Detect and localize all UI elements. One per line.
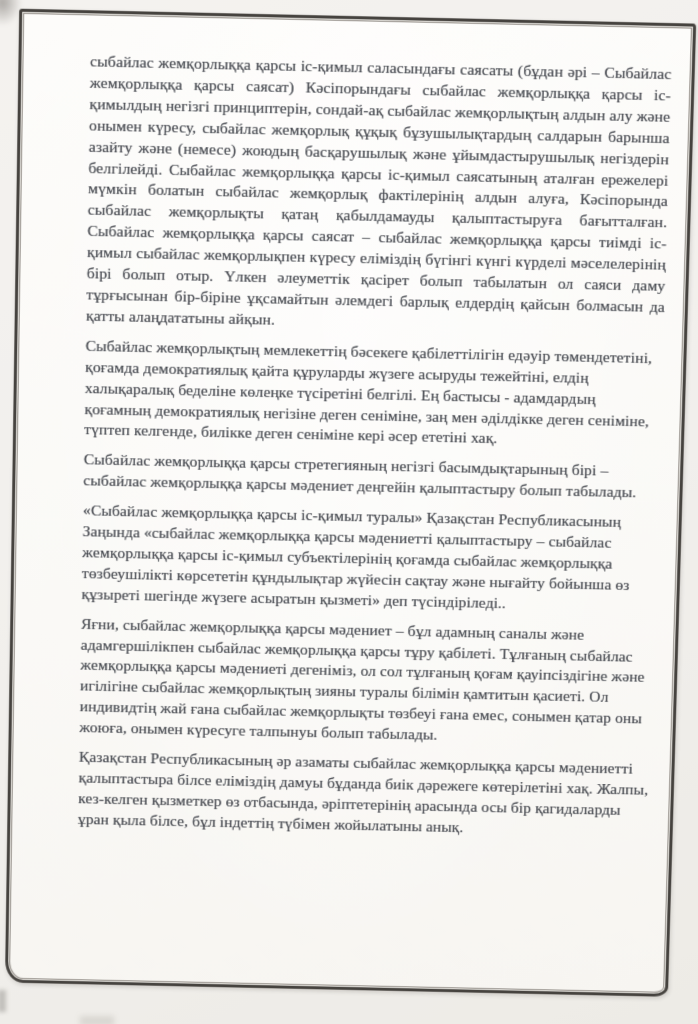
paragraph-strategy-priority: Сыбайлас жемқорлыққа қарсы стретегияның негізгі басымдықтарының бірі – сыбайлас жемқорлыққа қарсы мәдениет деңгейін қалыптастыру болып табылады. (83, 451, 637, 502)
paragraph-citizens-role: Қазақстан Республикасының әр азаматы сыбайлас жемқорлыққа қарсы мәдениетті қалыптастыра білсе еліміздің дамуы бұданда биік дәрежеге көтерілетіні хақ. Жалпы, кез-келген қызметкер өз отбасында, әріптетерінің арасында осы бір қагидаларды ұран қыла білсе, бұл індеттің түбімен жойылатыны анық. (77, 748, 649, 836)
paragraph-anticorruption-policy: сыбайлас жемқорлыққа қарсы іс-қимыл саласындағы саясаты (бұдан әрі – Сыбайлас жемқорлыққа қарсы саясат) Кәсіпорындағы сыбайлас жемқорлыққа қарсы іс-қимылдың негізгі принциптерін, сондай-ақ сыбайлас жемқорлықтың алдын алу және онымен күресу, сыбайлас жемқорлық құқық бұзушылықтардың салдарын барынша азайту және (немесе) жоюдың басқарушылық және ұйымдастырушылық негіздерін белгілейді. Сыбайлас жемқорлыққа қарсы іс-қимыл саясатының аталған ережелері мүмкін болатын сыбайлас жемқорлық фактілерінің алдын алуға, Кәсіпорында сыбайлас жемқорлықты қатаң қабылдамауды қалыптастыруға бағытталған. Сыбайлас жемқорлыққа қарсы саясат – сыбайлас жемқорлыққа қарсы тиімді іс-қимыл сыбайлас жемқорлықпен күресу еліміздің бүгінгі күнгі күрделі мәселелерінің бірі болып отыр. Үлкен әлеуметтік қасірет болып табылатын ол саяси даму тұрғысынан бір-біріне ұқсамайтын әлемдегі барлық елдердің қайсын болмасын да қатты алаңдататыны айқын. (85, 53, 672, 329)
paragraph-law-definition: «Сыбайлас жемқорлыққа қарсы іс-қимыл туралы» Қазақстан Республикасының Заңында «сыбайлас жемқорлыққа қарсы мәдениетті қалыптастыру – сыбайлас жемқорлыққа қарсы іс-қимыл субъектілерінің қоғамда сыбайлас жемқорлыққа төзбеушілікті көрсететін құндылықтар жүйесін сақтау және нығайту бойынша өз құзыреті шегінде жүзеге асыратын қызметі» деп түсіндіріледі.. (81, 502, 630, 612)
scanned-page (5, 9, 696, 997)
paragraph-corruption-effects: Сыбайлас жемқорлықтың мемлекеттің бәсекеге қабілеттілігін едәуір төмендететіні, қоғамда демократиялық қайта құруларды жүзеге асыруды тежейтіні, елдің халықаралық беделіне көлеңке түсіретіні белгілі. Ең бастысы - адамдардың қоғамның демократиялық негізіне деген сеніміне, заң мен әділдікке деген сеніміне, түптеп келгенде, билікке деген сеніміне кері әсер ететіні хақ. (84, 337, 653, 448)
paragraph-culture-definition: Яғни, сыбайлас жемқорлыққа қарсы мәдениет – бұл адамның саналы және адамгершілікпен сыбайлас жемқорлыққа қарсы тұру қабілеті. Тұлғаның сыбайлас жемқорлыққа қарсы мәдениеті дегеніміз, ол сол тұлғаның қоғам қауіпсіздігіне және игілігіне сыбайлас жемқорлықтың зияны туралы білімін қамтитын қасиеті. Ол индивидтің жай ғана сыбайлас жемқорлықты төзбеуі ғана емес, сонымен қатар оны жоюға, онымен күресуге талпынуы болып табылады. (79, 615, 645, 744)
page-text-block (78, 52, 672, 852)
scan-artifact-bottom-left (0, 990, 6, 1012)
scan-artifact-top-left (0, 0, 22, 26)
scan-artifact-bottom (80, 1016, 114, 1024)
